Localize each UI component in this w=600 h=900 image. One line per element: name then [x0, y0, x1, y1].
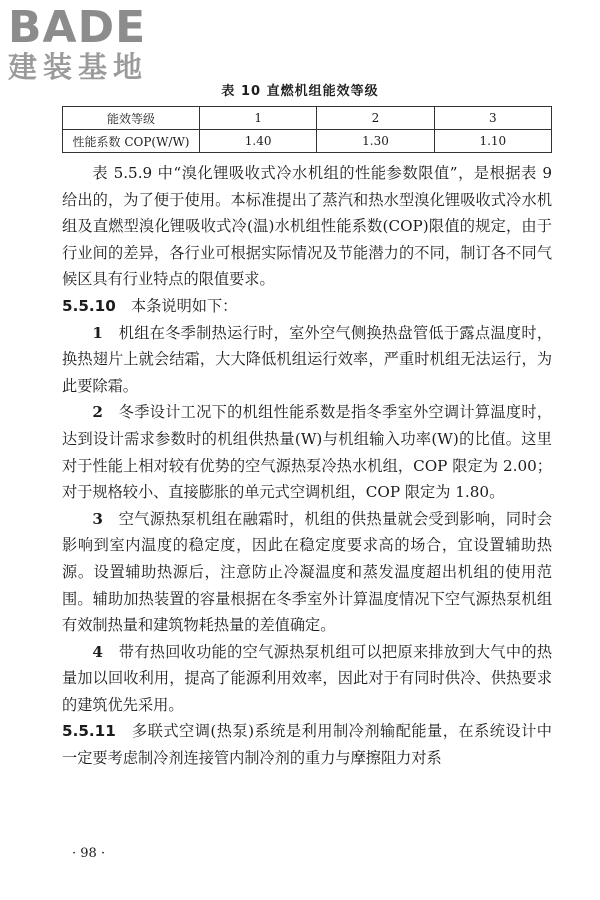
paragraph-text: 机组在冬季制热运行时，室外空气侧换热盘管低于露点温度时，换热翅片上就会结霜，大大降低机组运行效率，严重时机组无法运行，为此要除霜。: [62, 323, 553, 395]
page-number: · 98 ·: [72, 846, 106, 861]
paragraph-text: 空气源热泵机组在融霜时，机组的供热量就会受到影响，同时会影响到室内温度的稳定度，因此在稳定度要求高的场合，宜设置辅助热源。设置辅助热源后，注意防止冷凝温度和蒸发温度超出机组的使用范围。辅助加热装置的容量根据在冬季室外计算温度情况下空气源热泵机组有效制热量和建筑物耗热量的差值确定。: [62, 509, 553, 635]
item-number: 3: [92, 509, 103, 528]
table-header-row: [63, 107, 552, 130]
table-cell: 1.10: [434, 130, 551, 153]
section-paragraph: [62, 718, 552, 771]
paragraph-text: 多联式空调(热泵)系统是利用制冷剂输配能量，在系统设计中一定要考虑制冷剂连接管内制冷剂的重力与摩擦阻力对系: [62, 722, 552, 768]
numbered-paragraph: [62, 639, 552, 719]
logo-subtext: 建装基地: [8, 50, 149, 84]
numbered-paragraph: [62, 399, 552, 505]
item-number: 4: [92, 642, 103, 661]
table-cell: 1: [200, 107, 317, 130]
section-number: 5.5.10: [62, 296, 116, 315]
item-number: 1: [92, 323, 103, 342]
body-text: [62, 160, 552, 772]
table-cell: 性能系数 COP(W/W): [63, 130, 200, 153]
section-number: 5.5.11: [62, 722, 116, 741]
paragraph-text: 带有热回收功能的空气源热泵机组可以把原来排放到大气中的热量加以回收利用，提高了能源利用效率，因此对于有同时供冷、供热要求的建筑优先采用。: [62, 642, 553, 714]
table-cell: 2: [317, 107, 434, 130]
paragraph: [62, 160, 552, 293]
watermark-logo: [8, 4, 178, 84]
numbered-paragraph: [62, 320, 552, 400]
table-cell: 能效等级: [63, 107, 200, 130]
numbered-paragraph: [62, 506, 552, 639]
table-cell: 1.30: [317, 130, 434, 153]
table-cell: 3: [434, 107, 551, 130]
logo-text: BADE: [8, 2, 147, 53]
table-cell: 1.40: [200, 130, 317, 153]
paragraph-text: 冬季设计工况下的机组性能系数是指冬季室外空调计算温度时，达到设计需求参数时的机组供热量(W)与机组输入功率(W)的比值。这里对于性能上相对较有优势的空气源热泵冷热水机组，COP 限定为 2.00；对于规格较小、直接膨胀的单元式空调机组，COP 限定为 1.80。: [62, 403, 553, 502]
table-title: 表 10 直燃机组能效等级: [221, 84, 379, 99]
section-paragraph: [62, 293, 552, 320]
table-row: [63, 130, 552, 153]
paragraph-text: 表 5.5.9 中“溴化锂吸收式冷水机组的性能参数限值”，是根据表 9 给出的，为了便于使用。本标准提出了蒸汽和热水型溴化锂吸收式冷水机组及直燃型溴化锂吸收式冷(温)水机组性能系数(COP)限值的规定，由于行业间的差异，各行业可根据实际情况及节能潜力的不同，制订各不同气候区具有行业特点的限值要求。: [62, 164, 552, 289]
item-number: 2: [92, 403, 103, 422]
paragraph-text: 本条说明如下：: [131, 296, 238, 315]
efficiency-grade-table: [62, 106, 552, 153]
